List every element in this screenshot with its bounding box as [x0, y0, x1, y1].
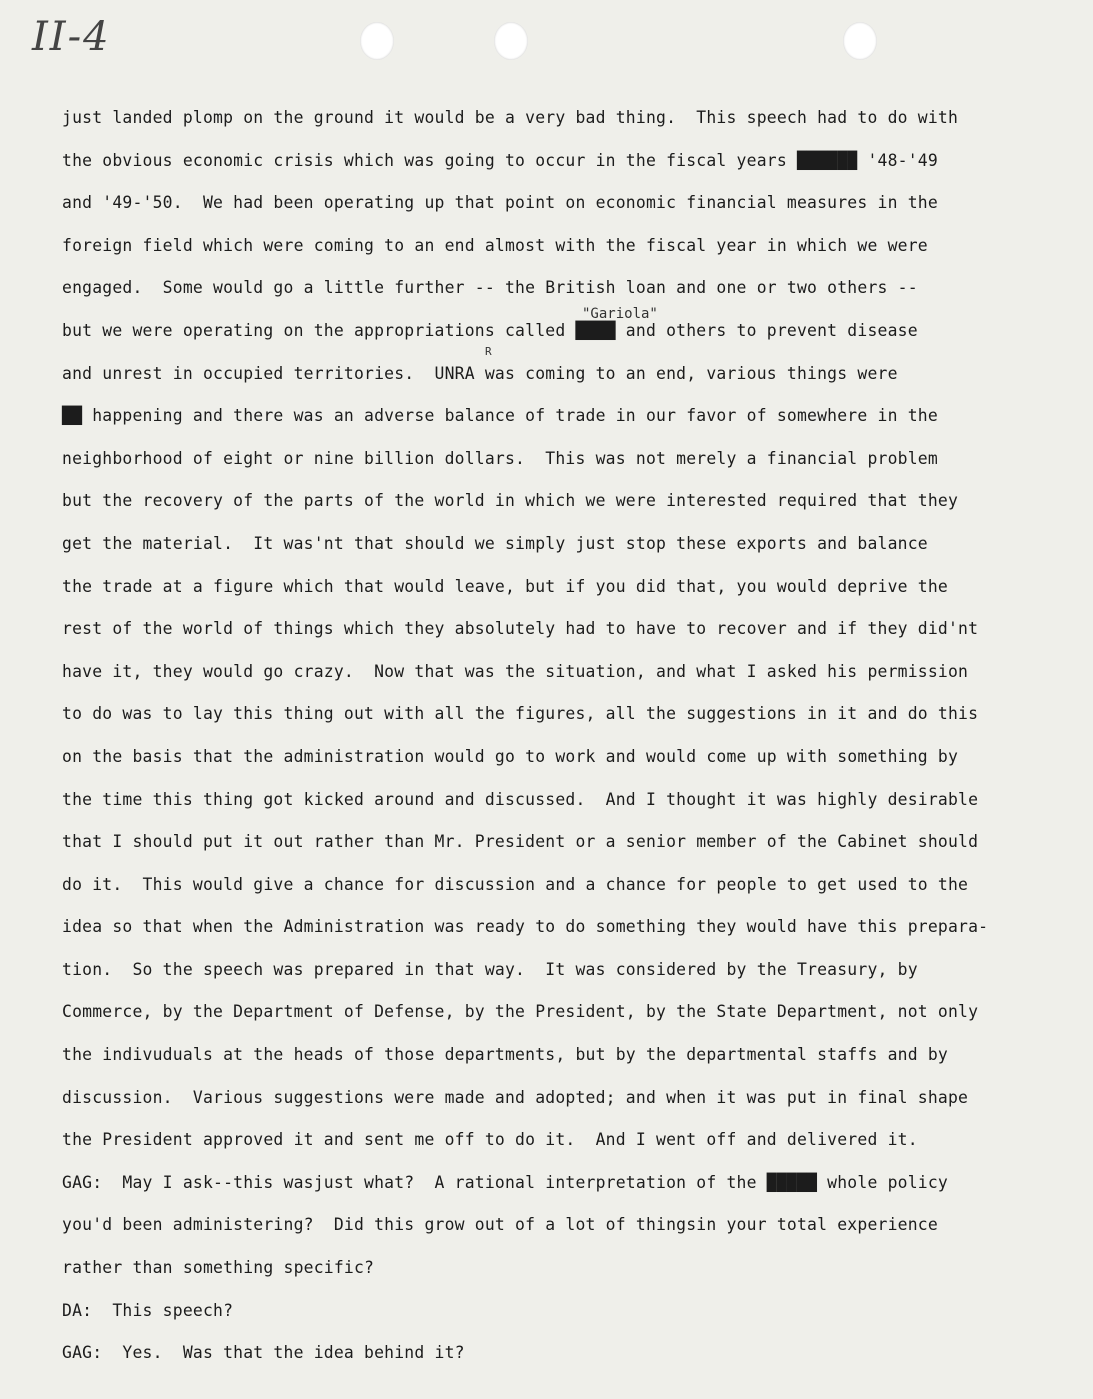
text-line: foreign field which were coming to an end almost with the fiscal year in which we were — [62, 235, 928, 255]
speaker-line-gag: GAG: Yes. Was that the idea behind it? — [62, 1343, 465, 1363]
punch-hole-right — [843, 22, 877, 60]
text-line: idea so that when the Administration was ready to do something they would have this prepara- — [62, 917, 989, 937]
text-line: just landed plomp on the ground it would be a very bad thing. This speech had to do with — [62, 108, 959, 127]
text-line: the indivuduals at the heads of those departments, but by the departmental staffs and by — [62, 1045, 948, 1065]
text-line: tion. So the speech was prepared in that way. It was considered by the Treasury, by — [62, 959, 918, 979]
text-line: have it, they would go crazy. Now that was the situation, and what I asked his permission — [62, 661, 969, 681]
text-line: do it. This would give a chance for discussion and a chance for people to get used to the — [62, 874, 969, 894]
punch-hole-left — [360, 22, 394, 60]
text-line: but we were operating on the appropriations called ████ and others to prevent disease — [62, 320, 918, 340]
page-label: II-4 — [32, 14, 111, 60]
text-line: that I should put it out rather than Mr. President or a senior member of the Cabinet should — [62, 832, 979, 852]
transcript-body — [62, 97, 1062, 1375]
speaker-line-da: DA: This speech? — [62, 1300, 234, 1320]
text-line: neighborhood of eight or nine billion dollars. This was not merely a financial problem — [62, 448, 938, 468]
text-line: ██ happening and there was an adverse balance of trade in our favor of somewhere in the — [62, 406, 938, 426]
speaker-line-gag: GAG: May I ask--this wasjust what? A rational interpretation of the █████ whole policy — [62, 1172, 948, 1192]
text-line: and '49-'50. We had been operating up that point on economic financial measures in the — [62, 193, 938, 213]
text-line: rather than something specific? — [62, 1258, 375, 1278]
text-line: the obvious economic crisis which was going to occur in the fiscal years ██████ '48-'49 — [62, 150, 938, 170]
text-line: rest of the world of things which they absolutely had to have to recover and if they did'nt — [62, 619, 979, 639]
text-line: discussion. Various suggestions were made and adopted; and when it was put in final shape — [62, 1087, 969, 1107]
text-line: and unrest in occupied territories. UNRA was coming to an end, various things were — [62, 363, 898, 383]
punch-hole-center — [494, 22, 528, 60]
text-line: to do was to lay this thing out with all the figures, all the suggestions in it and do this — [62, 704, 979, 724]
unra-correction-mark: R — [485, 345, 492, 358]
text-line: get the material. It was'nt that should we simply just stop these exports and balance — [62, 533, 928, 553]
text-line: but the recovery of the parts of the world in which we were interested required that they — [62, 491, 959, 511]
text-line: on the basis that the administration would go to work and would come up with something by — [62, 746, 959, 766]
text-line: engaged. Some would go a little further -- the British loan and one or two others -- — [62, 278, 918, 298]
text-line: you'd been administering? Did this grow out of a lot of thingsin your total experience — [62, 1215, 938, 1235]
gariola-annotation: "Gariola" — [582, 306, 658, 322]
text-line: the President approved it and sent me off to do it. And I went off and delivered it. — [62, 1130, 918, 1150]
text-line: Commerce, by the Department of Defense, by the President, by the State Department, not only — [62, 1002, 979, 1022]
text-line: the trade at a figure which that would leave, but if you did that, you would deprive the — [62, 576, 948, 596]
text-line: the time this thing got kicked around and discussed. And I thought it was highly desirable — [62, 789, 979, 809]
